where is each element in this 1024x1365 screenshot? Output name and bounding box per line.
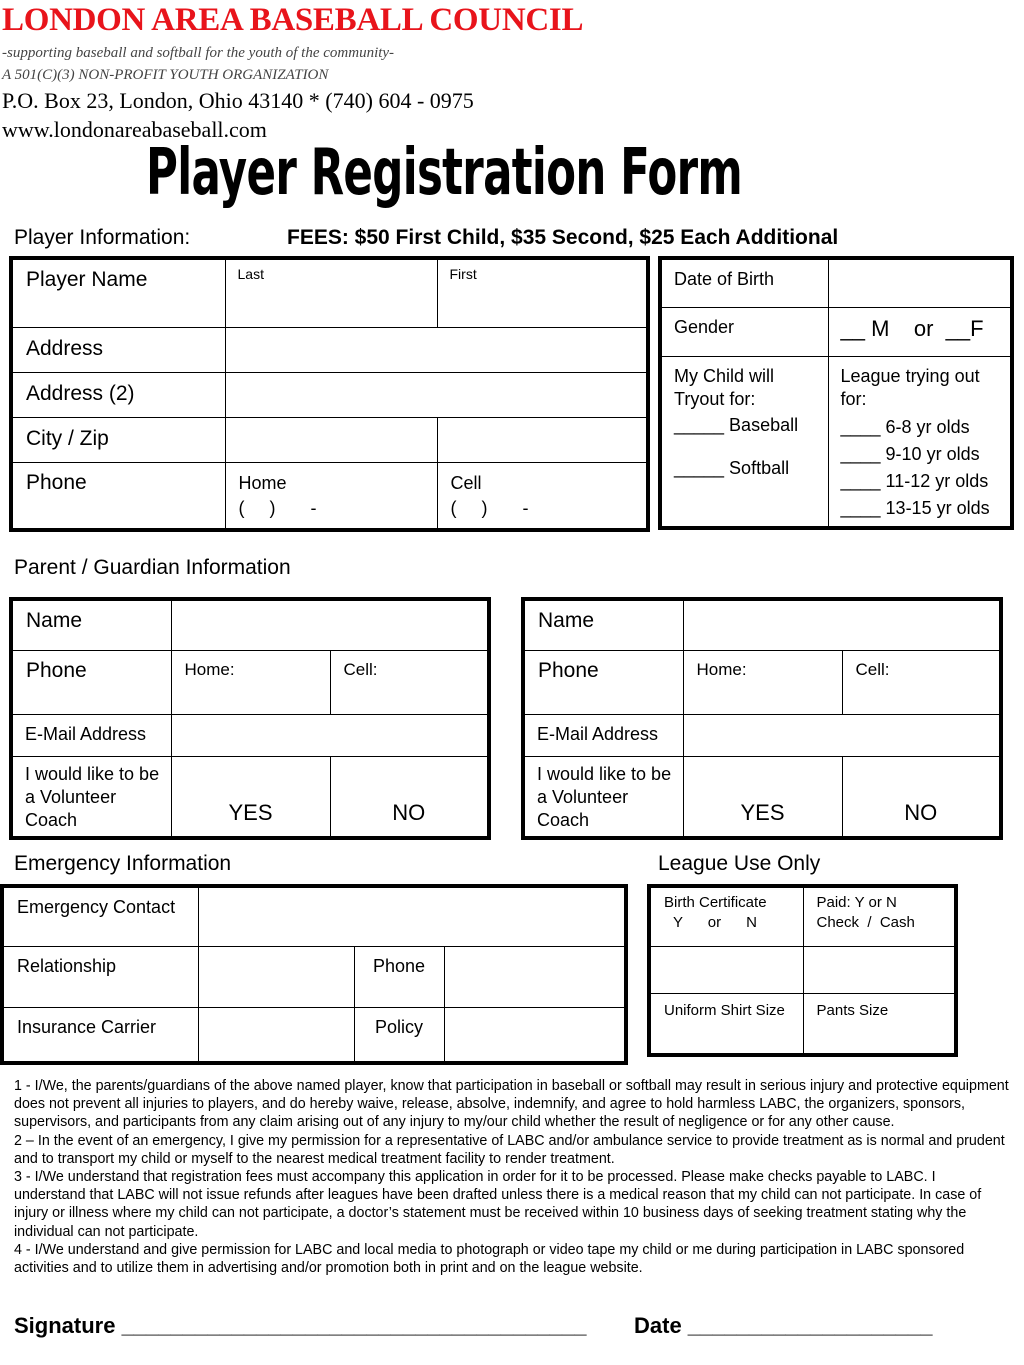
date-line[interactable]: Date ____________________ (634, 1313, 933, 1338)
player-name-label: Player Name (26, 268, 148, 291)
parent2-no-option[interactable]: NO (904, 800, 938, 825)
city-zip-label: City / Zip (26, 426, 109, 450)
org-website[interactable]: www.londonareabaseball.com (2, 117, 267, 142)
tryout-label: My Child will Tryout for: (674, 365, 775, 409)
emergency-phone-field[interactable] (444, 946, 626, 1007)
parent2-yes-option[interactable]: YES (740, 800, 785, 825)
legal-paragraph-3: 3 - I/We understand that registration fees must accompany this application in order for it to be processed. Please make checks payable to LABC. I understand that LABC will not issue refunds after leagues have been drafted unless there is a medical reason that my child can not participate. In case of injury or illness where my child can not participate, a doctor’s statement must be received within 10 business days of seeking treatment stating why the individual can not participate. (14, 1169, 982, 1240)
org-address: P.O. Box 23, London, Ohio 43140 * (740) 604 - 0975 (2, 88, 474, 113)
birth-cert-field[interactable] (649, 946, 803, 993)
org-name: LONDON AREA BASEBALL COUNCIL (2, 2, 584, 38)
fees-text: FEES: $50 First Child, $35 Second, $25 Each Additional (287, 226, 839, 249)
pants-size-label: Pants Size (816, 1001, 889, 1019)
dob-field[interactable] (828, 258, 1012, 307)
parent2-home-field[interactable] (683, 650, 842, 714)
policy-field[interactable] (444, 1007, 626, 1063)
payment-options: Check / Cash (816, 914, 915, 931)
form-title: Player Registration Form (146, 136, 743, 210)
address2-field[interactable] (225, 372, 648, 417)
cell-phone-label: Cell (450, 472, 482, 493)
parent1-email-label: E-Mail Address (25, 723, 147, 744)
parent-info-heading: Parent / Guardian Information (14, 556, 291, 579)
legal-paragraph-1: 1 - I/We, the parents/guardians of the above named player, know that participation in baseball or softball may result in serious injury and protective equipment does not prevent all injuries to players, and do hereby waive, release, absolve, indemnify, and agree to hold harmless LABC, the organizers, sponsors, supervisors, and participants from any claim arising out of any injury to my/our child whether the result of negligence or for any other cause. (14, 1078, 1009, 1131)
gender-options: __ M or __F (840, 315, 984, 341)
parent2-email-field[interactable] (683, 714, 1001, 756)
league-option-11-12[interactable]: ____ 11-12 yr olds (840, 470, 989, 491)
player-info-table (9, 256, 650, 532)
parent1-table (9, 597, 491, 840)
home-phone-template: ( ) - (238, 497, 317, 518)
parent2-home-label: Home: (696, 659, 747, 679)
home-phone-label: Home (238, 472, 287, 493)
player-phone-label: Phone (26, 470, 87, 494)
parent2-name-label: Name (538, 609, 595, 632)
league-option-13-15[interactable]: ____ 13-15 yr olds (840, 497, 990, 518)
first-name-label: First (449, 266, 477, 282)
league-option-6-8[interactable]: ____ 6-8 yr olds (840, 416, 970, 437)
address2-label: Address (2) (26, 381, 135, 405)
emergency-phone-label: Phone (372, 955, 426, 976)
dob-label: Date of Birth (674, 269, 775, 289)
parent1-home-label: Home: (184, 659, 235, 679)
emergency-contact-label: Emergency Contact (17, 897, 176, 917)
parent2-cell-label: Cell: (855, 659, 890, 679)
parent1-name-label: Name (26, 609, 83, 632)
paid-label: Paid: Y or N (816, 894, 897, 911)
parent2-name-field[interactable] (683, 599, 1001, 650)
league-use-table (647, 884, 958, 1057)
home-phone-field[interactable] (225, 462, 437, 530)
address-field[interactable] (225, 327, 648, 372)
parent2-volunteer-label: I would like to be a Volunteer Coach (537, 763, 672, 830)
parent1-phone-label: Phone (26, 658, 87, 682)
cell-phone-template: ( ) - (450, 497, 529, 518)
parent2-email-label: E-Mail Address (537, 723, 659, 744)
legal-terms (14, 1077, 1010, 1277)
parent1-yes-option[interactable]: YES (228, 800, 273, 825)
parent2-table (521, 597, 1003, 840)
softball-option[interactable]: _____ Softball (674, 457, 790, 478)
insurance-carrier-label: Insurance Carrier (17, 1016, 157, 1037)
first-name-field[interactable] (437, 258, 648, 327)
league-use-heading: League Use Only (658, 852, 821, 875)
baseball-option[interactable]: _____ Baseball (674, 414, 799, 435)
emergency-contact-field[interactable] (198, 886, 626, 946)
player-details-table (658, 256, 1014, 530)
parent1-name-field[interactable] (171, 599, 489, 650)
parent2-phone-label: Phone (538, 658, 599, 682)
parent1-volunteer-label: I would like to be a Volunteer Coach (25, 763, 160, 830)
league-option-9-10[interactable]: ____ 9-10 yr olds (840, 443, 980, 464)
relationship-label: Relationship (17, 955, 117, 976)
parent1-no-option[interactable]: NO (392, 800, 426, 825)
signature-line[interactable]: Signature ______________________________________ (14, 1313, 587, 1338)
birth-cert-label: Birth Certificate (664, 894, 767, 911)
parent1-cell-field[interactable] (330, 650, 489, 714)
paid-field[interactable] (803, 946, 956, 993)
cell-phone-field[interactable] (437, 462, 648, 530)
zip-field[interactable] (437, 417, 648, 462)
policy-label: Policy (374, 1016, 423, 1037)
parent1-home-field[interactable] (171, 650, 330, 714)
city-field[interactable] (225, 417, 437, 462)
gender-field[interactable] (828, 307, 1012, 356)
address-label: Address (26, 336, 104, 360)
player-info-heading: Player Information: (14, 226, 191, 249)
league-label: League trying out for: (840, 365, 980, 409)
last-name-label: Last (237, 266, 264, 282)
birth-cert-options: Y or N (673, 914, 757, 931)
org-type: A 501(C)(3) NON-PROFIT YOUTH ORGANIZATION (2, 67, 329, 83)
parent2-cell-field[interactable] (842, 650, 1001, 714)
gender-label: Gender (674, 316, 735, 337)
insurance-carrier-field[interactable] (198, 1007, 354, 1063)
legal-paragraph-4: 4 - I/We understand and give permission for LABC and local media to photograph or video tape my child or me during participation in LABC sponsored activities and to utilize them in advertising and/or promotion both in print and on the league website. (14, 1241, 965, 1277)
parent1-cell-label: Cell: (343, 659, 378, 679)
org-tagline: -supporting baseball and softball for the youth of the community- (2, 45, 395, 61)
legal-paragraph-2: 2 – In the event of an emergency, I give my permission for a representative of LABC and/or ambulance service to provide treatment as is normal and prudent and to transport my child or myself to the nearest medical treatment facility to render treatment. (14, 1132, 1005, 1167)
relationship-field[interactable] (198, 946, 354, 1007)
emergency-table (0, 884, 628, 1065)
shirt-size-label: Uniform Shirt Size (664, 1001, 785, 1019)
parent1-email-field[interactable] (171, 714, 489, 756)
emergency-info-heading: Emergency Information (14, 852, 232, 875)
last-name-field[interactable] (225, 258, 437, 327)
